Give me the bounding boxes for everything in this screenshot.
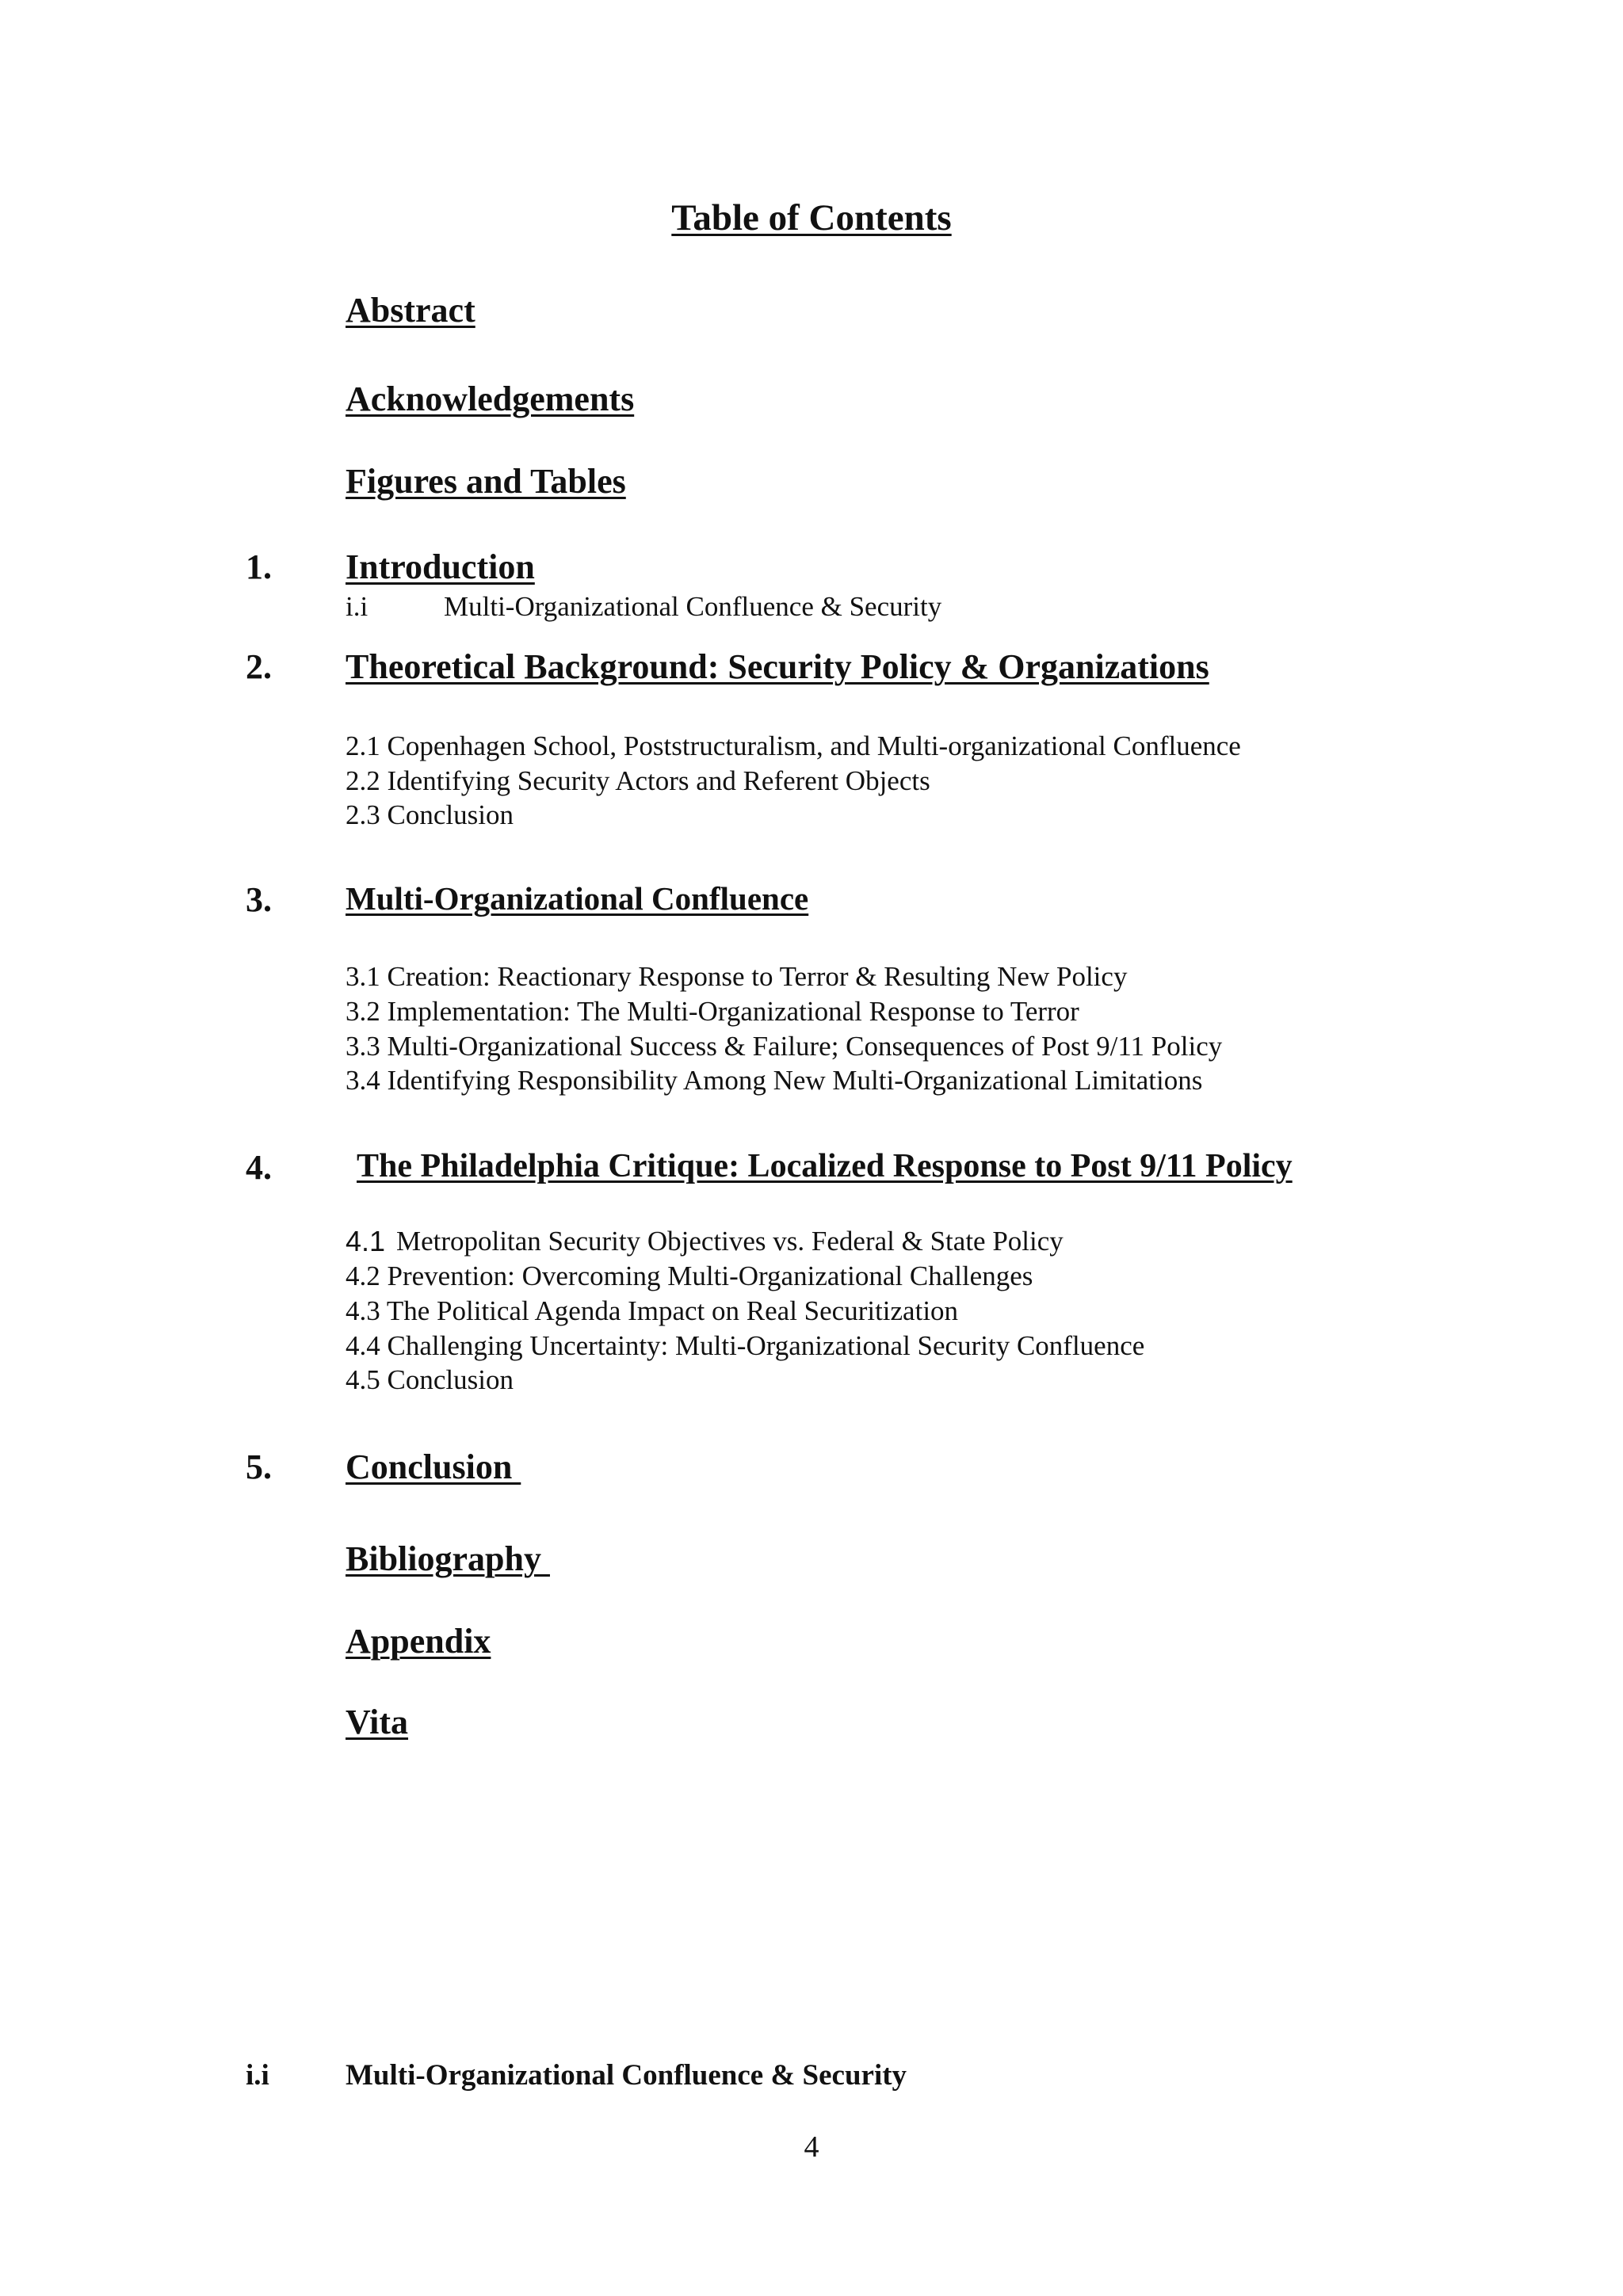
- toc-entry-vita[interactable]: Vita: [346, 1703, 409, 1741]
- subsection-ii-label: Multi-Organizational Confluence & Security: [444, 591, 942, 622]
- chapter-1-number: 1.: [246, 547, 272, 586]
- subsection-3-4: 3.4 Identifying Responsibility Among New Multi-Organizational Limitations: [346, 1065, 1203, 1096]
- subsection-3-1: 3.1 Creation: Reactionary Response to Terror & Resulting New Policy: [346, 961, 1128, 992]
- section-heading-number: i.i: [246, 2059, 269, 2092]
- subsection-2-3: 2.3 Conclusion: [346, 799, 514, 830]
- section-heading-label: Multi-Organizational Confluence & Security: [346, 2059, 907, 2092]
- chapter-5-number: 5.: [246, 1447, 272, 1486]
- toc-entry-theoretical-background[interactable]: Theoretical Background: Security Policy & Organizations: [346, 647, 1209, 686]
- toc-entry-philadelphia-critique[interactable]: The Philadelphia Critique: Localized Response to Post 9/11 Policy: [357, 1148, 1293, 1184]
- chapter-3-number: 3.: [246, 880, 272, 919]
- page-number: 4: [804, 2130, 819, 2164]
- subsection-ii-number: i.i: [346, 591, 369, 622]
- toc-entry-appendix[interactable]: Appendix: [346, 1622, 491, 1661]
- subsection-4-3: 4.3 The Political Agenda Impact on Real Securitization: [346, 1295, 959, 1326]
- subsection-2-1: 2.1 Copenhagen School, Poststructuralism, and Multi-organizational Confluence: [346, 730, 1241, 761]
- subsection-4-5: 4.5 Conclusion: [346, 1364, 514, 1395]
- subsection-4-1-label: Metropolitan Security Objectives vs. Federal & State Policy: [396, 1226, 1064, 1257]
- chapter-2-number: 2.: [246, 647, 272, 686]
- subsection-4-1-number: 4.1: [346, 1225, 386, 1257]
- subsection-4-2: 4.2 Prevention: Overcoming Multi-Organizational Challenges: [346, 1261, 1033, 1291]
- toc-entry-abstract[interactable]: Abstract: [346, 291, 475, 330]
- chapter-4-number: 4.: [246, 1148, 272, 1187]
- subsection-4-4: 4.4 Challenging Uncertainty: Multi-Organizational Security Confluence: [346, 1330, 1145, 1361]
- subsection-2-2: 2.2 Identifying Security Actors and Referent Objects: [346, 765, 930, 796]
- toc-entry-bibliography[interactable]: Bibliography: [346, 1539, 550, 1578]
- toc-entry-multi-organizational-confluence[interactable]: Multi-Organizational Confluence: [346, 880, 809, 917]
- toc-entry-acknowledgements[interactable]: Acknowledgements: [346, 379, 635, 418]
- page-title: Table of Contents: [671, 197, 952, 238]
- toc-entry-introduction[interactable]: Introduction: [346, 547, 535, 586]
- subsection-3-3: 3.3 Multi-Organizational Success & Failure; Consequences of Post 9/11 Policy: [346, 1031, 1223, 1062]
- toc-entry-conclusion[interactable]: Conclusion: [346, 1447, 521, 1486]
- subsection-3-2: 3.2 Implementation: The Multi-Organizational Response to Terror: [346, 996, 1079, 1027]
- toc-entry-figures-and-tables[interactable]: Figures and Tables: [346, 462, 626, 501]
